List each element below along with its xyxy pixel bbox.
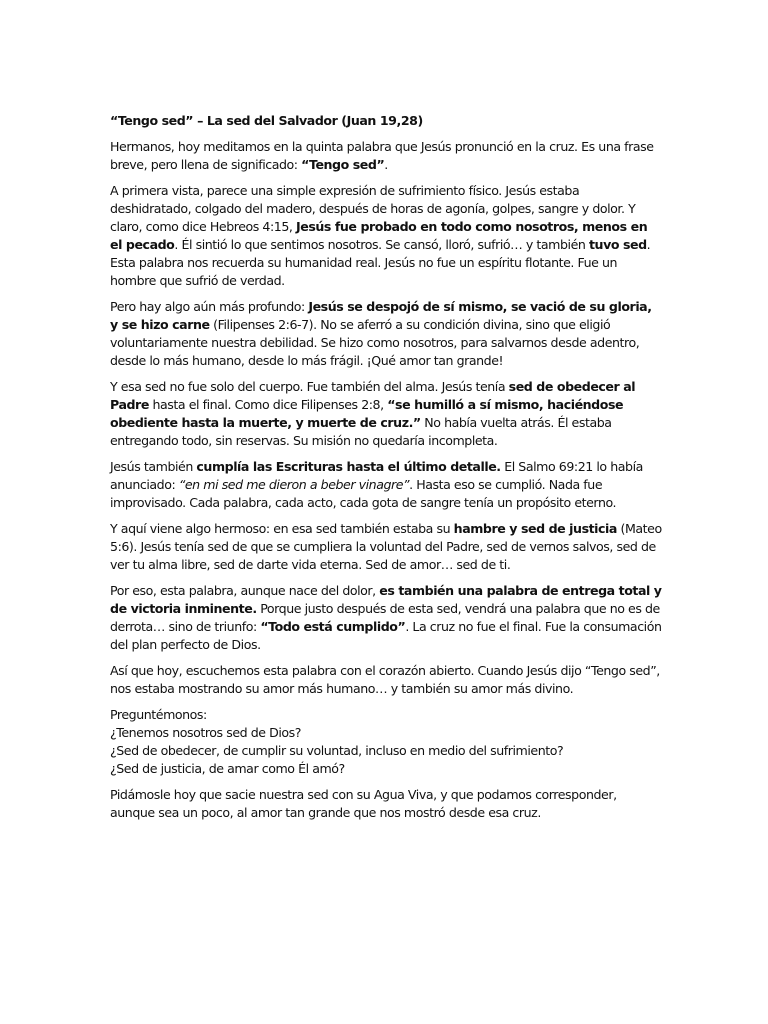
bold-run: es también una palabra de entrega total y de victoria inminente. (110, 583, 662, 616)
text-run: A primera vista, parece una simple expresión de sufrimiento físico. Jesús estaba deshidratado, colgado del madero, después de horas de agonía, golpes, sangre y dolor. Y claro, como dice Hebreos 4:15, (110, 183, 636, 234)
italic-run: “en mi sed me dieron a beber vinagre” (178, 477, 410, 492)
bold-run: Jesús fue probado en todo como nosotros, menos en el pecado (110, 219, 648, 252)
text-run: hasta el final. Como dice Filipenses 2:8, (148, 397, 388, 412)
paragraph-listen: Así que hoy, escuchemos esta palabra con el corazón abierto. Cuando Jesús dijo “Tengo sed”, nos estaba mostrando su amor más humano… y también su amor más divino. (110, 663, 660, 696)
text-run: El Salmo 69:21 lo había anunciado: (110, 459, 643, 492)
text-run: Y esa sed no fue solo del cuerpo. Fue también del alma. Jesús tenía (110, 379, 509, 394)
bold-run: hambre y sed de justicia (453, 521, 617, 536)
text-run: . Hasta eso se cumplió. Nada fue improvisado. Cada palabra, cada acto, cada gota de sangre tenía un propósito eterno. (110, 477, 617, 510)
bold-run: sed de obedecer al Padre (110, 379, 636, 412)
question-item: ¿Tenemos nosotros sed de Dios? (110, 725, 302, 740)
text-run: Por eso, esta palabra, aunque nace del dolor, (110, 583, 380, 598)
paragraph-questions (110, 706, 662, 778)
text-run: (Filipenses 2:6-7). No se aferró a su condición divina, sino que eligió voluntariamente nuestra debilidad. Se hizo como nosotros, para salvarnos desde adentro, desde lo más humano, desde lo más frágil. ¡Qué amor tan grande! (110, 317, 640, 368)
question-item: ¿Sed de justicia, de amar como Él amó? (110, 761, 345, 776)
text-run: Pero hay algo aún más profundo: (110, 299, 309, 314)
bold-run: “Todo está cumplido” (260, 619, 406, 634)
text-run: Jesús también (110, 459, 197, 474)
paragraph-intro (110, 138, 662, 174)
text-run: Y aquí viene algo hermoso: en esa sed también estaba su (110, 521, 454, 536)
document-page (110, 112, 662, 830)
text-run: . La cruz no fue el final. Fue la consumación del plan perfecto de Dios. (110, 619, 662, 652)
text-run: . (384, 157, 388, 172)
bold-run: “Tengo sed” (301, 157, 385, 172)
question-item: ¿Sed de obedecer, de cumplir su voluntad, incluso en medio del sufrimiento? (110, 743, 564, 758)
text-run: Porque justo después de esta sed, vendrá una palabra que no es de derrota… sino de triunfo: (110, 601, 660, 634)
paragraph-obedience (110, 378, 662, 450)
paragraph-scriptures (110, 458, 662, 512)
paragraph-justice (110, 520, 662, 574)
text-run: . Él sintió lo que sentimos nosotros. Se cansó, lloró, sufrió… y también (174, 237, 589, 252)
text-run: (Mateo 5:6). Jesús tenía sed de que se cumpliera la voluntad del Padre, sed de vernos salvos, sed de ver tu alma libre, sed de darte vida eterna. Sed de amor… sed de ti. (110, 521, 662, 572)
text-run: Hermanos, hoy meditamos en la quinta palabra que Jesús pronunció en la cruz. Es una frase breve, pero llena de significado: (110, 139, 654, 172)
bold-run: cumplía las Escrituras hasta el último detalle. (196, 459, 501, 474)
bold-run: tuvo sed (588, 237, 647, 252)
bold-run: Jesús se despojó de sí mismo, se vació de su gloria, y se hizo carne (110, 299, 652, 332)
questions-intro: Preguntémonos: (110, 707, 207, 722)
paragraph-closing: Pidámosle hoy que sacie nuestra sed con su Agua Viva, y que podamos corresponder, aunque sea un poco, al amor tan grande que nos mostró desde esa cruz. (110, 787, 617, 820)
title-text: “Tengo sed” – La sed del Salvador (Juan 19,28) (110, 113, 423, 128)
paragraph-humanity (110, 182, 662, 290)
document-title (110, 112, 662, 130)
text-run: . Esta palabra nos recuerda su humanidad real. Jesús no fue un espíritu flotante. Fue un hombre que sufrió de verdad. (110, 237, 651, 288)
paragraph-kenosis (110, 298, 662, 370)
paragraph-victory (110, 582, 662, 654)
text-run: No había vuelta atrás. Él estaba entregando todo, sin reservas. Su misión no quedaría incompleta. (110, 415, 612, 448)
bold-run: “se humilló a sí mismo, haciéndose obediente hasta la muerte, y muerte de cruz.” (110, 397, 624, 430)
